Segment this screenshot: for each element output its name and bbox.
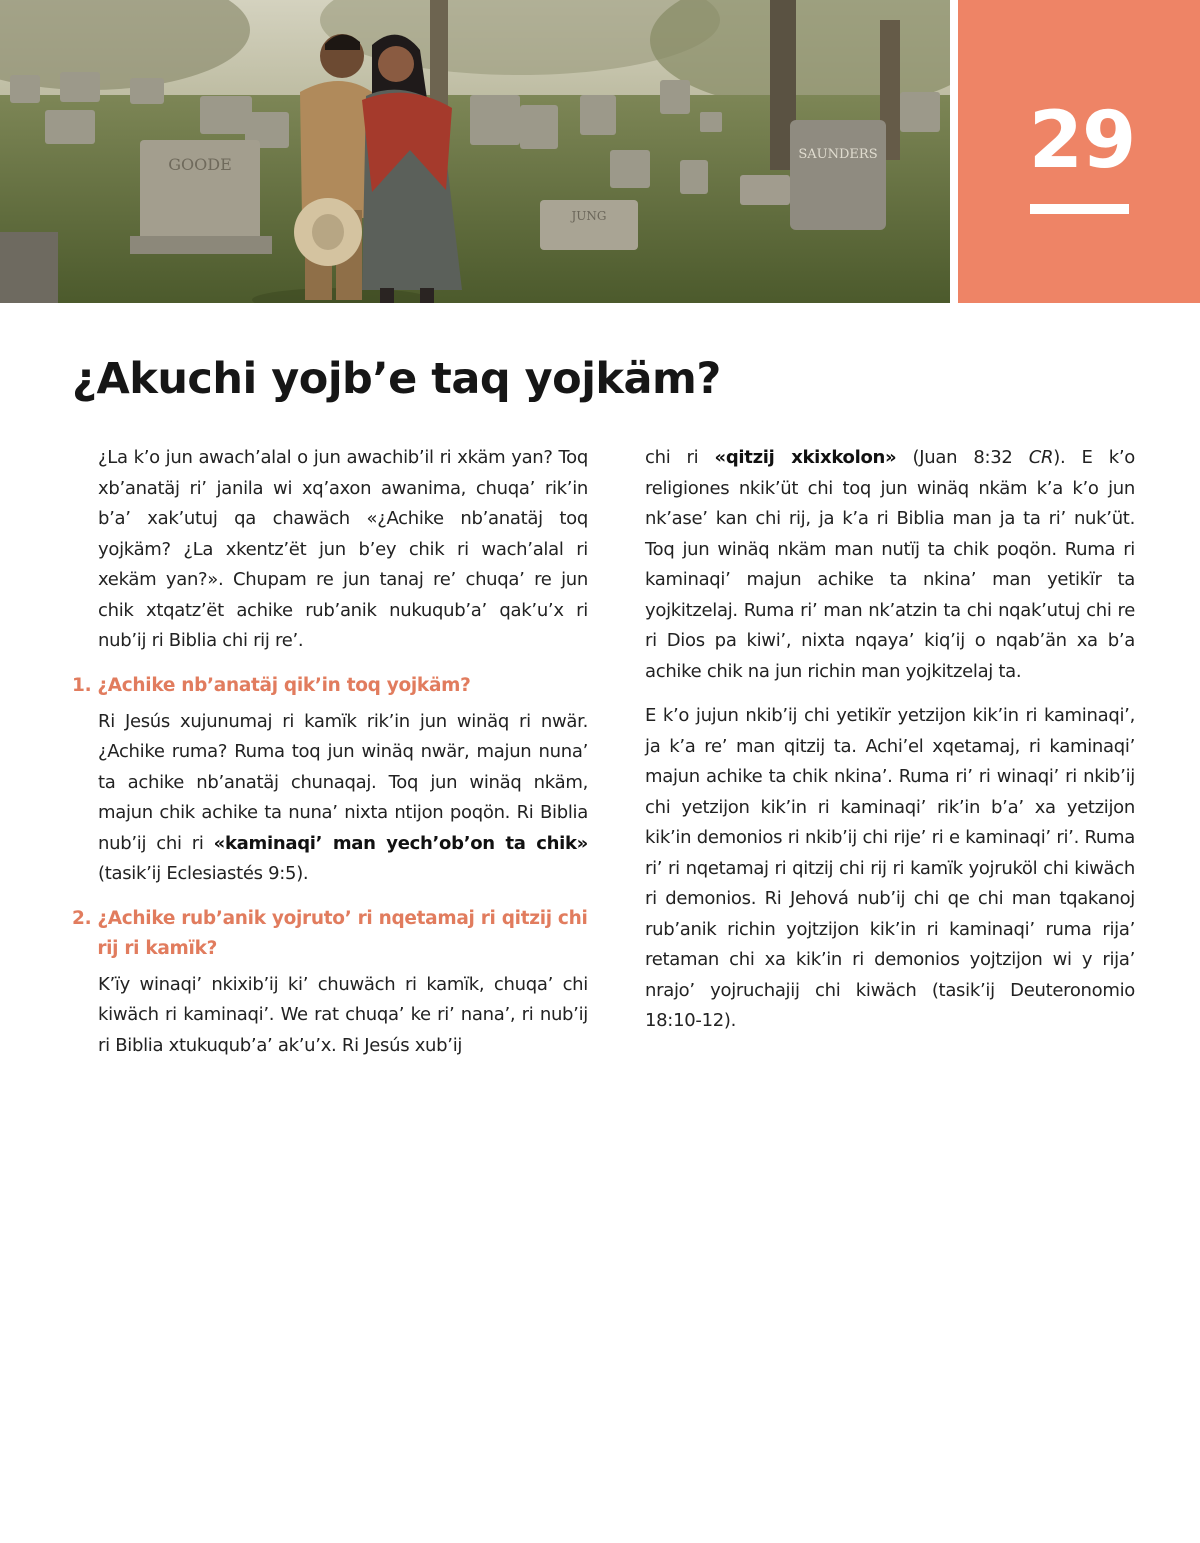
- cemetery-illustration: [0, 0, 950, 303]
- section-2-paragraph-continued: [645, 443, 1135, 687]
- question-number: 2.: [72, 907, 92, 929]
- text-run: (Juan 8:32: [896, 447, 1029, 468]
- svg-text:JUNG: JUNG: [571, 209, 607, 223]
- right-column: [645, 443, 1135, 1051]
- text-run: K’ïy winaqi’ nkixib’ij ki’ chuwäch ri kamïk, chuqa’ chi kiwäch ri kaminaqi’. We rat chuqa’ ke ri’ nana’, ri nub’ij ri Biblia xtukuqub’a’ ak’u’x. Ri Jesús xub’ij: [98, 973, 588, 1056]
- section-1-paragraph: [98, 707, 588, 890]
- section-2-paragraph-2: E k’o jujun nkib’ij chi yetikïr yetzijon kik’in ri kaminaqi’, ja k’a re’ man qitzij ta. Achi’el xqetamaj, ri kaminaqi’ majun achike ta chik nkina’. Ruma ri’ ri winaqi’ ri nkib’ij chi yetzijon kik’in ri kaminaqi’ rik’in b’a’ xa yetzijon kik’in demonios ri nkib’ij chi rije’ ri e kaminaqi’ ri’. Ruma ri’ ri nqetamaj ri qitzij chi rij ri kamïk yojruköl chi kiwäch ri demonios. Ri Jehová nub’ij chi qe chi man tqakanoj rub’anik richin yojtzijon kik’in ri kaminaqi’ ruma rija’ retaman chi xa kik’in ri demonios yojtzijon wi y rija’ nrajo’ yojruchajij chi kiwäch (tasik’ij Deuteronomio 18:10-12).: [645, 705, 1135, 1031]
- svg-text:GOODE: GOODE: [168, 155, 232, 174]
- question-text: ¿Achike nb’anatäj qik’in toq yojkäm?: [97, 674, 471, 696]
- left-column: [72, 443, 588, 1075]
- text-run: chi ri: [645, 447, 715, 468]
- intro-paragraph: ¿La k’o jun awach’alal o jun awachib’il ri xkäm yan? Toq xb’anatäj ri’ janila wi xq’axon awanima, chuqa’ rik’in b’a’ xak’utuj qa chawäch «¿Achike nb’anatäj toq yojkäm? ¿La xkentz’ët jun b’ey chik ri wach’alal ri xekäm yan?». Chupam re jun tanaj re’ chuqa’ re jun chik xtqatz’ët achike rub’anik nukuqub’a’ qak’u’x ri nub’ij ri Biblia chi rij re’.: [98, 447, 588, 651]
- question-text: ¿Achike rub’anik yojruto’ ri nqetamaj ri qitzij chi rij ri kamïk?: [97, 907, 588, 959]
- lesson-badge: [958, 0, 1200, 303]
- bold-quote: «kaminaqi’ man yech’ob’on ta chik»: [213, 832, 588, 854]
- text-run: Ri Jesús xujunumaj ri kamïk rik’in jun winäq ri nwär. ¿Achike ruma? Ruma toq jun winäq nwär, majun nuna’ ta achike nb’anatäj chunaqaj. Toq jun winäq nkäm, majun chik achike ta nuna’ nixta ntijon poqön. Ri Biblia nub’ij chi ri: [98, 710, 588, 854]
- svg-text:SAUNDERS: SAUNDERS: [798, 147, 878, 162]
- text-run: ). E k’o religiones nkik’üt chi toq jun winäq nkäm k’a k’o jun nk’ase’ kan chi rij, ja k’a ri Biblia man ja ta ri’ nuk’üt. Toq jun winäq nkäm man nutïj ta chik poqön. Ruma ri kaminaqi’ majun achike ta nkina’ man yetikïr ta yojkitzelaj. Ruma ri’ man nk’atzin ta chi nqak’utuj chi re ri Dios pa kiwi’, nixta nqaya’ kiq’ij o nqab’än xa b’a achike chik na jun richin man yojkitzelaj ta.: [645, 447, 1135, 682]
- question-1: [72, 671, 588, 701]
- page-title: ¿Akuchi yojb’e taq yojkäm?: [72, 354, 721, 404]
- question-2: [72, 904, 588, 964]
- tombstone-jung: [540, 200, 638, 250]
- header-photo: [0, 0, 950, 303]
- bold-quote: «qitzij xkixkolon»: [714, 447, 897, 468]
- tombstone-saunders: [790, 120, 886, 230]
- badge-underline: [1030, 204, 1129, 214]
- section-2-paragraph-start: [98, 970, 588, 1062]
- lesson-number: 29: [1028, 96, 1136, 186]
- italic-abbrev: CR: [1028, 447, 1054, 468]
- question-number: 1.: [72, 674, 92, 696]
- text-run: (tasik’ij Eclesiastés 9:5).: [98, 863, 309, 884]
